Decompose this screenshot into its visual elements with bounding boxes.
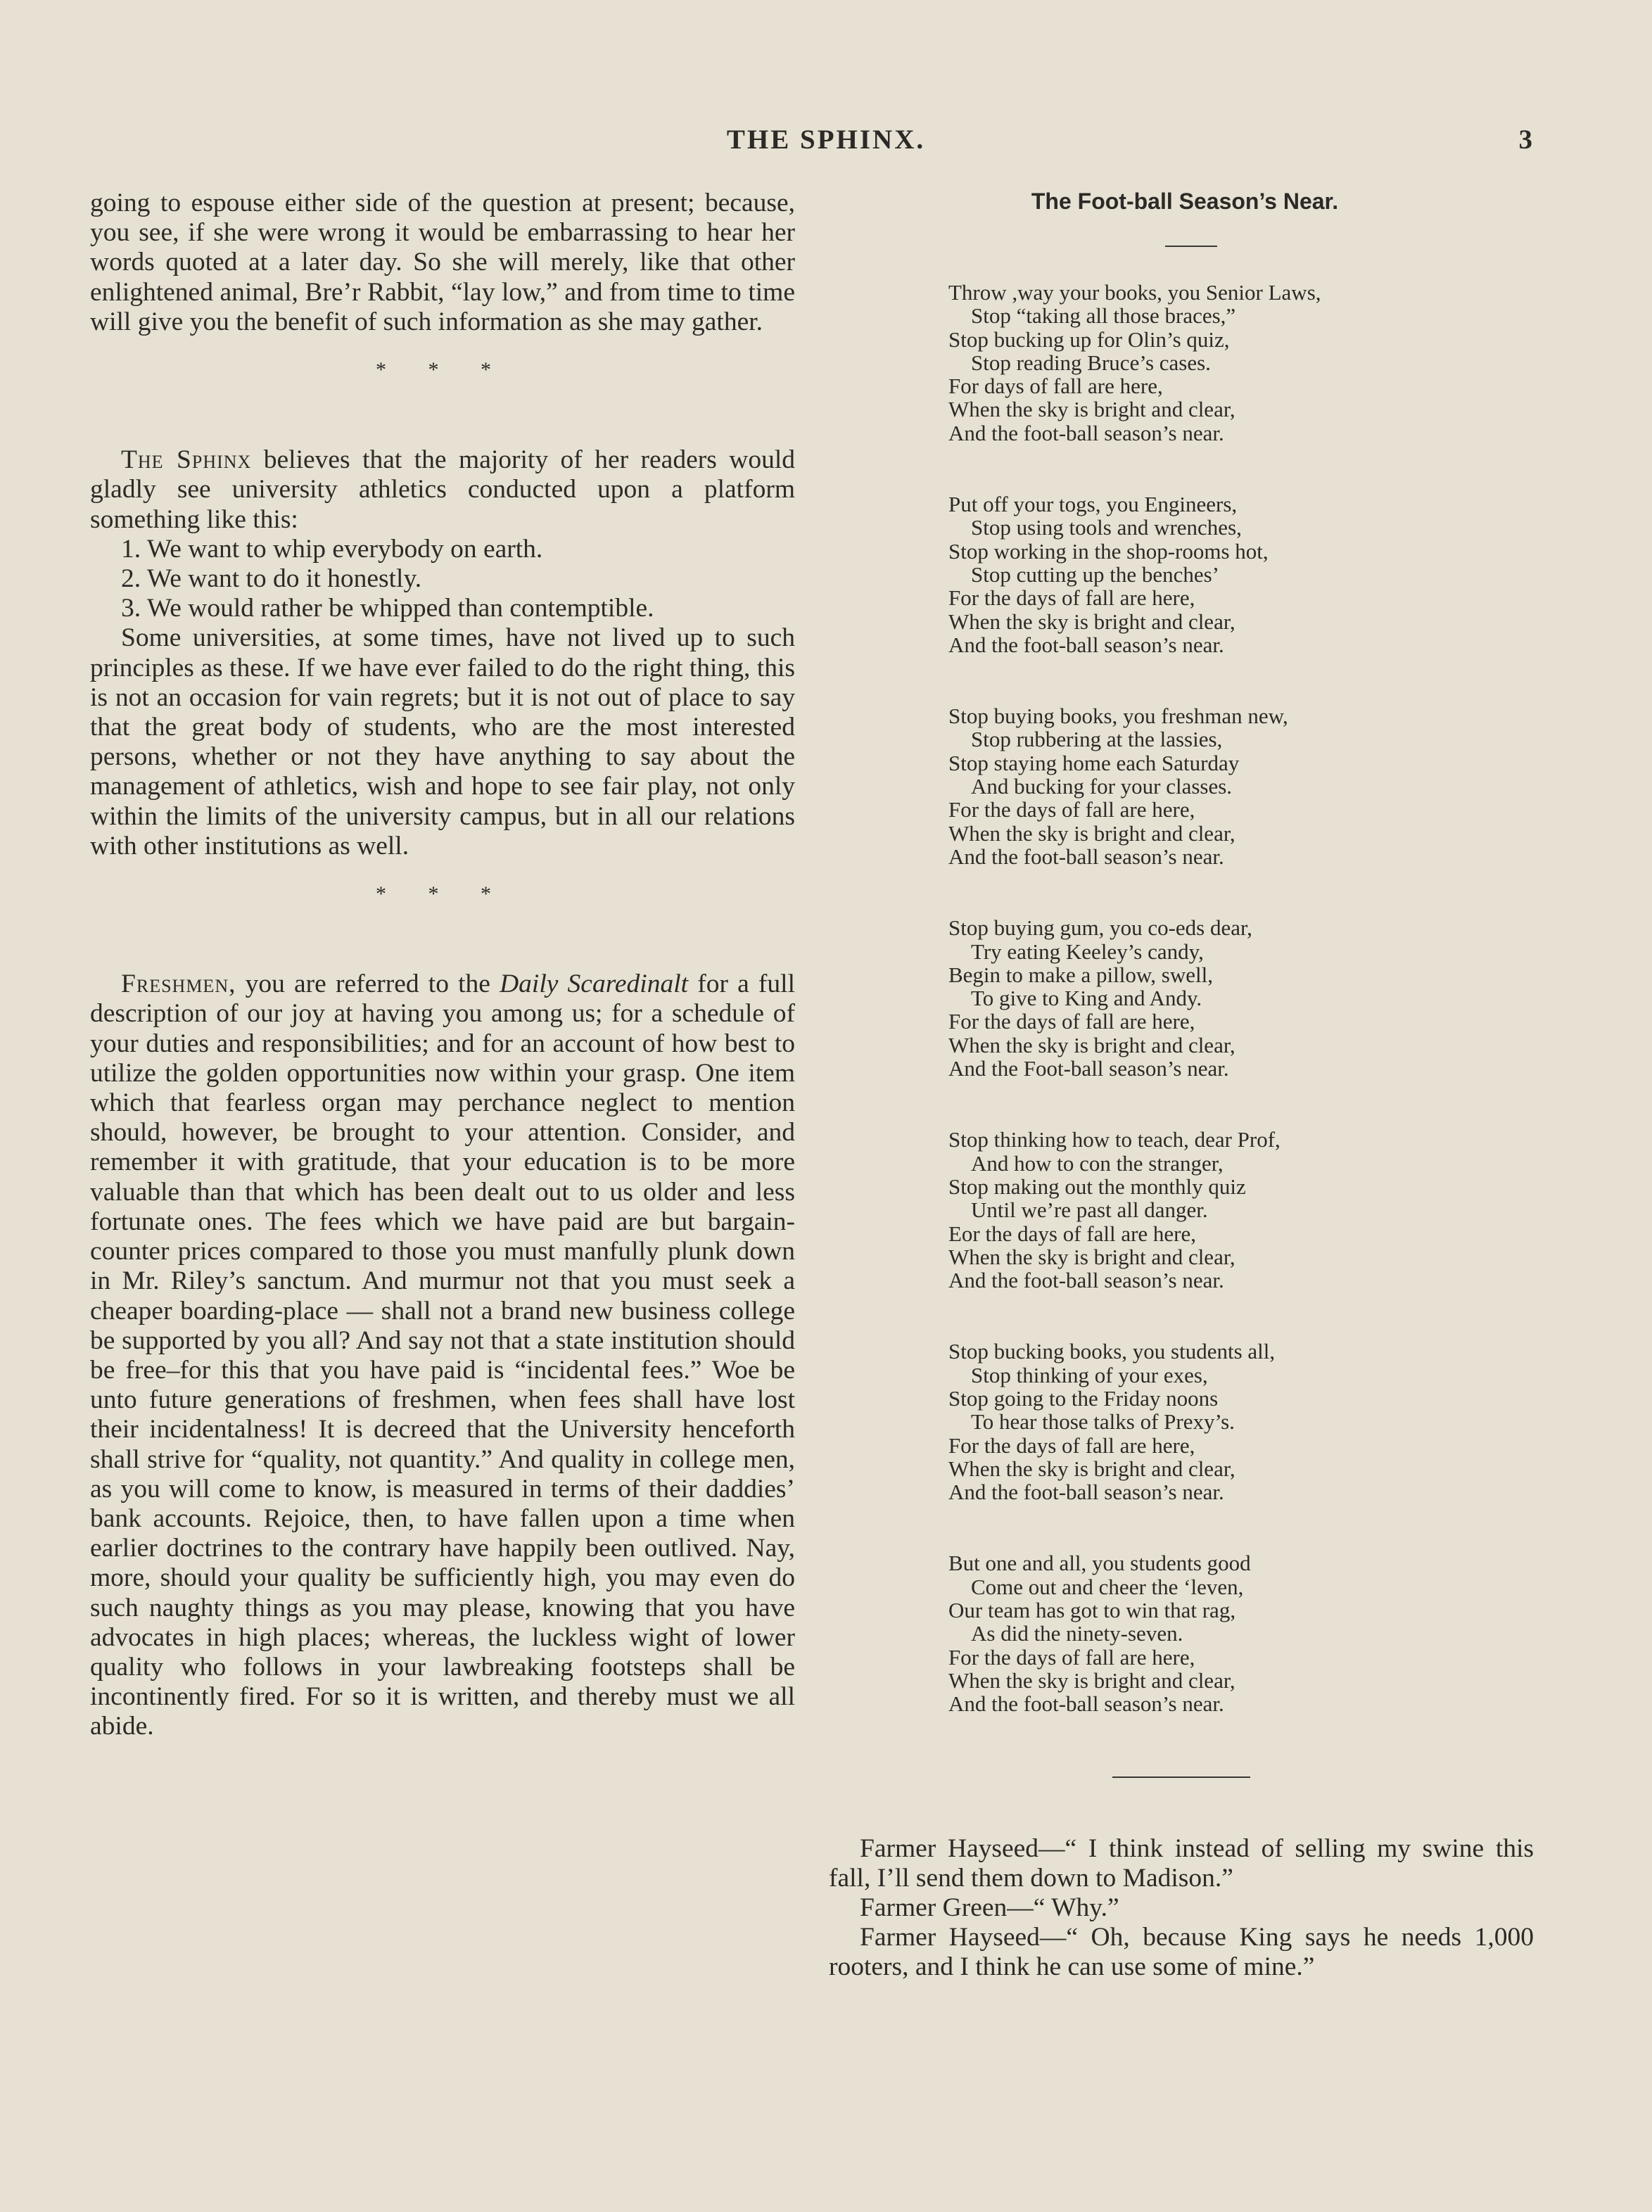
freshmen-smallcaps: Freshmen,	[121, 970, 236, 999]
paragraph-principles: Some universities, at some times, have not lived up to such principles as these. If we have ever failed to do the right thing, this is not an occasion for vain regrets; but it is not out of place to say that the great body of students, who are the most interested persons, whether or not they have anything to say about the management of athletics, wish and hope to see fair play, not only within the limits of the university campus, but in all our relations with other institutions as well.	[90, 623, 795, 860]
section-rule	[1112, 1776, 1250, 1778]
farmer-dialog	[829, 1834, 1534, 1983]
title-rule	[1165, 246, 1217, 247]
verse-line: For the days of fall are here,	[948, 1432, 1195, 1458]
asterism-divider: * * *	[376, 358, 509, 382]
verse-line: For days of fall are here,	[948, 374, 1163, 399]
verse-line: Stop “taking all those braces,”	[971, 303, 1236, 329]
verse-line: And the foot-ball season’s near.	[948, 1691, 1224, 1717]
list-item: 2. We want to do it honestly.	[121, 564, 422, 594]
paragraph-continued: going to espouse either side of the question at present; because, you see, if she were wrong it would be embarrassing to hear her words quoted at a later day. So she will merely, like that other enlightened animal, Bre’r Rabbit, “lay low,” and from time to time will give you the benefit of such information as she may gather.	[90, 189, 795, 336]
verse-line: To give to King and Andy.	[971, 986, 1202, 1011]
verse-line: When the sky is bright and clear,	[948, 1456, 1235, 1481]
verse-line: To hear those talks of Prexy’s.	[971, 1409, 1235, 1435]
verse-line: Stop cutting up the benches’	[971, 561, 1219, 587]
poem-stanza	[829, 492, 1534, 656]
asterism-divider: * * *	[376, 882, 509, 906]
verse-line: And the foot-ball season’s near.	[948, 1268, 1224, 1293]
daily-scaredinalt-title: Daily Scaredinalt	[500, 970, 689, 999]
poem-stanza	[829, 916, 1534, 1080]
verse-line: When the sky is bright and clear,	[948, 609, 1235, 634]
poem-stanza	[829, 1551, 1534, 1715]
verse-line: Begin to make a pillow, swell,	[948, 962, 1213, 987]
verse-line: For the days of fall are here,	[948, 1009, 1195, 1034]
poem-title: The Foot-ball Season’s Near.	[1031, 189, 1339, 214]
verse-line: Stop rubbering at the lassies,	[971, 727, 1223, 752]
verse-line: And the foot-ball season’s near.	[948, 844, 1224, 869]
verse-line: For the days of fall are here,	[948, 797, 1195, 822]
verse-line: Stop using tools and wrenches,	[971, 515, 1242, 540]
verse-line: But one and all, you students good	[948, 1551, 1251, 1576]
verse-line: Stop buying books, you freshman new,	[948, 704, 1288, 729]
verse-line: When the sky is bright and clear,	[948, 820, 1235, 846]
paragraph-athletics	[90, 445, 795, 535]
verse-line: Come out and cheer the ‘leven,	[971, 1574, 1244, 1599]
verse-line: Our team has got to win that rag,	[948, 1598, 1236, 1623]
verse-line: Stop thinking of your exes,	[971, 1362, 1208, 1387]
left-column	[90, 189, 795, 1742]
verse-line: For the days of fall are here,	[948, 585, 1195, 611]
verse-line: Stop staying home each Saturday	[948, 750, 1240, 775]
verse-line: As did the ninety-seven.	[971, 1621, 1183, 1646]
verse-line: And the foot-ball season’s near.	[948, 632, 1224, 657]
paragraph-athletics-text: believes that the majority of her readers would gladly see university athletics conducted upon a platform something like this:	[90, 445, 795, 534]
verse-line: When the sky is bright and clear,	[948, 1667, 1235, 1693]
verse-line: For the days of fall are here,	[948, 1644, 1195, 1670]
poem-stanza	[829, 1128, 1534, 1292]
poem-stanza	[829, 704, 1534, 868]
verse-line: Put off your togs, you Engineers,	[948, 492, 1238, 517]
freshmen-text-b: for a full description of our joy at having you among us; for a schedule of your duties and responsibilities; and for an account of how best to utilize the golden opportunities now within your grasp. One item which that fearless organ may perchance neglect to mention should, however, be brought to your attention. Consider, and remember it with gratitude, that your education is to be more valuable than that which has been dealt out to us older and less fortunate ones. The fees which we have paid are but bargain-counter prices compared to those you must manfully plunk down in Mr. Riley’s sanctum. And murmur not that you must seek a cheaper boarding-place — shall not a brand new business college be supported by you all? And say not that a state institution should be free–for this that you have paid is “incidental fees.” Woe be unto future generations of freshmen, when fees shall have lost their incidentalness! It is decreed that the University henceforth shall strive for “quality, not quantity.” And quality in college men, as you will come to know, is measured in terms of their daddies’ bank accounts. Rejoice, then, to have fallen upon a time when earlier doctrines to the contrary have happily been outlived. Nay, more, should your quality be sufficiently high, you may even do such naughty things as you may please, knowing that you have advocates in high places; whereas, the luckless wight of lower quality who follows in your lawbreaking footsteps shall be incontinently fired. For so it is written, and thereby must we all abide.	[90, 970, 795, 1741]
running-title: THE SPHINX.	[726, 125, 926, 155]
list-item: 3. We would rather be whipped than contemptible.	[121, 594, 654, 623]
the-sphinx-smallcaps: The Sphinx	[121, 445, 252, 475]
verse-line: Stop bucking books, you students all,	[948, 1339, 1276, 1364]
verse-line: When the sky is bright and clear,	[948, 1244, 1235, 1269]
verse-line: Until we’re past all danger.	[971, 1197, 1208, 1223]
verse-line: And the Foot-ball season’s near.	[948, 1056, 1229, 1081]
verse-line: When the sky is bright and clear,	[948, 1032, 1235, 1057]
list-item: 1. We want to whip everybody on earth.	[121, 534, 543, 564]
verse-line: And bucking for your classes.	[971, 774, 1233, 799]
verse-line: Stop thinking how to teach, dear Prof,	[948, 1127, 1281, 1152]
paragraph-freshmen	[90, 970, 795, 1741]
right-column	[829, 189, 1534, 1983]
verse-line: Stop reading Bruce’s cases.	[971, 350, 1211, 375]
verse-line: And how to con the stranger,	[971, 1150, 1224, 1176]
poem-stanza	[829, 281, 1534, 445]
page-number: 3	[1518, 125, 1532, 155]
poem-stanza	[829, 1340, 1534, 1504]
verse-line: Stop buying gum, you co-eds dear,	[948, 915, 1252, 941]
verse-line: And the foot-ball season’s near.	[948, 420, 1224, 445]
dialog-line: Farmer Hayseed—“ Oh, because King says he needs 1,000 rooters, and I think he can use some of mine.”	[829, 1923, 1534, 1982]
verse-line: Stop bucking up for Olin’s quiz,	[948, 326, 1230, 352]
verse-line: Try eating Keeley’s candy,	[971, 939, 1204, 964]
freshmen-text-a: you are referred to the	[236, 970, 500, 999]
verse-line: Stop making out the monthly quiz	[948, 1174, 1246, 1199]
dialog-line: Farmer Hayseed—“ I think instead of selling my swine this fall, I’ll send them down to Madison.”	[829, 1833, 1534, 1893]
verse-line: And the foot-ball season’s near.	[948, 1480, 1224, 1505]
verse-line: When the sky is bright and clear,	[948, 397, 1235, 422]
verse-line: Throw ,way your books, you Senior Laws,	[948, 280, 1321, 305]
verse-line: Eor the days of fall are here,	[948, 1221, 1197, 1246]
verse-line: Stop going to the Friday noons	[948, 1385, 1219, 1411]
verse-line: Stop working in the shop-rooms hot,	[948, 538, 1269, 564]
dialog-line: Farmer Green—“ Why.”	[860, 1893, 1119, 1922]
